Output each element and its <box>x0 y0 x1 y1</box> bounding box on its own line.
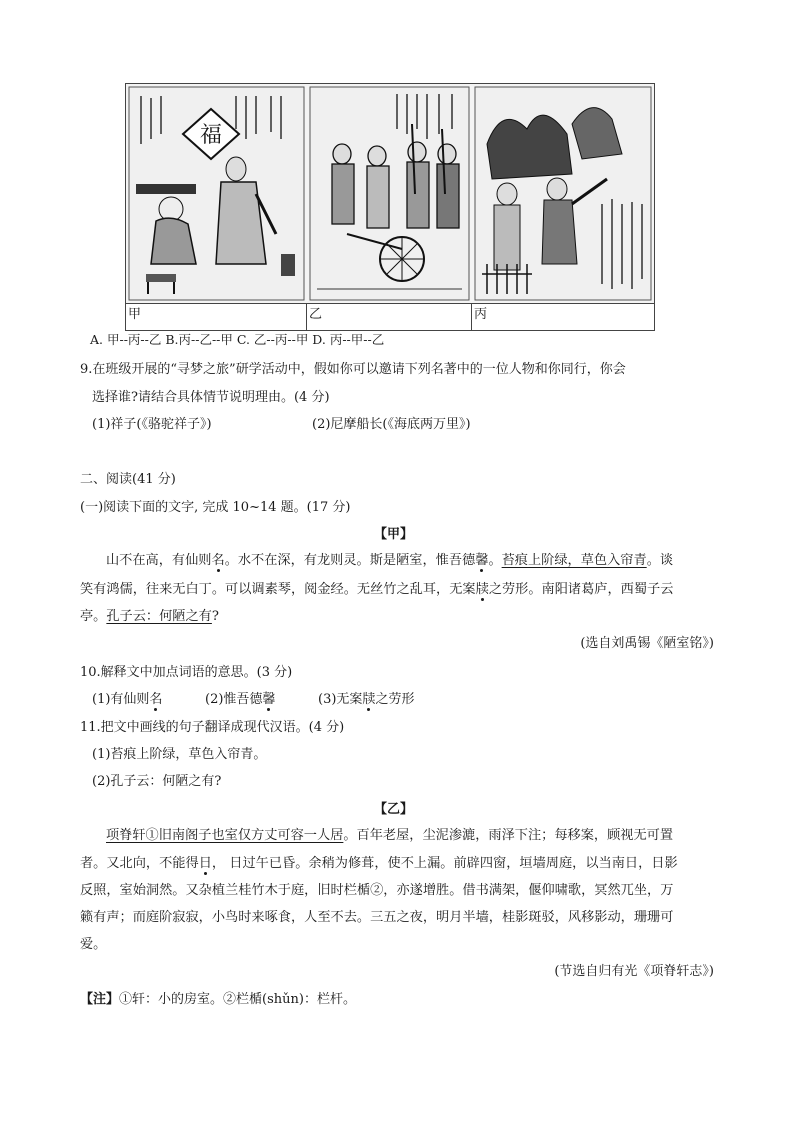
passage-yi-label: 【乙】 <box>374 802 414 817</box>
dotted-word: 牍 <box>475 582 489 597</box>
underlined-sentence: 苔痕上阶绿，草色入帘青 <box>501 553 647 568</box>
passage-jia-label: 【甲】 <box>374 527 414 542</box>
passage-yi-source: (节选自归有光《项脊轩志》) <box>554 964 714 979</box>
text-segment: 者。又北向，不能得 <box>80 856 199 871</box>
dotted-word: 名 <box>211 553 225 568</box>
passage-jia-line3 <box>80 604 716 630</box>
text-segment: 。谈 <box>646 553 674 568</box>
question-10-item2 <box>205 688 275 707</box>
illustration-jia <box>126 84 308 303</box>
question-10-item3 <box>318 688 414 707</box>
passage-jia-line2 <box>80 577 716 603</box>
caption-bing: 丙 <box>474 307 488 322</box>
caption-row <box>126 303 654 331</box>
passage-yi-line3: 反照，室始洞然。又杂植兰桂竹木于庭，旧时栏楯②，亦遂增胜。借书满架，偃仰啸歌，冥然兀坐，万 <box>80 883 674 898</box>
camel-and-pleading-man-illustration <box>472 84 654 303</box>
text-segment: ， 日过午已昏。余稍为修葺，使不上漏。前辟四窗，垣墙周庭，以当南日，日影 <box>211 856 678 871</box>
question-11-item1: (1)苔痕上阶绿，草色入帘青。 <box>92 747 267 762</box>
illustration-bing <box>472 84 654 303</box>
question-9-option1: (1)祥子(《骆驼祥子》) <box>92 417 212 432</box>
question-11-item2: (2)孔子云：何陋之有? <box>92 774 222 789</box>
dotted-word: 日 <box>198 856 212 871</box>
question-9-line2: 选择谁?请结合具体情节说明理由。(4 分) <box>92 390 330 405</box>
passage-jia-line1 <box>80 548 716 574</box>
underlined-sentence: 孔子云：何陋之有 <box>106 609 212 624</box>
text-segment: (2)惟吾德 <box>205 692 263 707</box>
text-segment: ? <box>211 609 219 624</box>
text-segment: 之劳形。南阳诸葛庐，西蜀子云 <box>488 582 674 597</box>
text-segment: 。百年老屋，尘泥渗漉，雨泽下注；每移案，顾视无可置 <box>343 828 674 843</box>
question-10-item1 <box>92 688 162 707</box>
text-segment: 。 <box>488 553 502 568</box>
text-segment: (1)有仙则 <box>92 692 150 707</box>
old-man-with-fu-sign-illustration <box>126 84 307 303</box>
text-segment: 山不在高，有仙则 <box>106 553 212 568</box>
illustration-yi <box>307 84 473 303</box>
question-9-line1: 9.在班级开展的“寻梦之旅”研学活动中，假如你可以邀请下列名著中的一位人物和你同行，你会 <box>80 362 626 377</box>
passage-yi-line4: 籁有声；而庭阶寂寂，小鸟时来啄食，人至不去。三五之夜，明月半墙，桂影斑驳，风移影动，珊珊可 <box>80 910 674 925</box>
dotted-word: 馨 <box>262 692 276 707</box>
illustration-table <box>125 83 655 331</box>
footnote-label: 【注】 <box>80 992 120 1007</box>
fu-character: 福 <box>199 123 223 148</box>
question-11-title: 11.把文中画线的句子翻译成现代汉语。(4 分) <box>80 720 345 735</box>
text-segment: 笑有鸿儒，往来无白丁。可以调素琴，阅金经。无丝竹之乱耳，无案 <box>80 582 476 597</box>
passage-yi-line2 <box>80 851 716 877</box>
passage-yi-line1 <box>80 823 716 849</box>
question-9-option2: (2)尼摩船长(《海底两万里》) <box>312 417 471 432</box>
text-segment: (3)无案 <box>318 692 363 707</box>
passage-yi-line5: 爱。 <box>80 937 107 952</box>
soldiers-and-rickshaw-illustration <box>307 84 472 303</box>
question-10-title: 10.解释文中加点词语的意思。(3 分) <box>80 665 293 680</box>
section-2-title: 二、阅读(41 分) <box>80 472 176 487</box>
footnote-text: ①轩：小的房室。②栏楯(shǔn)：栏杆。 <box>119 992 356 1007</box>
passage-jia-source: (选自刘禹锡《陋室铭》) <box>580 636 714 651</box>
dotted-word: 名 <box>149 692 163 707</box>
answer-options: A. 甲--丙--乙 B.丙--乙--甲 C. 乙--丙--甲 D. 丙--甲--乙 <box>90 332 385 347</box>
caption-jia: 甲 <box>126 304 307 331</box>
section-2-subtitle: (一)阅读下面的文字, 完成 10~14 题。(17 分) <box>80 500 351 515</box>
text-segment: 亭。 <box>80 609 107 624</box>
caption-yi: 乙 <box>307 304 472 331</box>
dotted-word: 牍 <box>362 692 376 707</box>
text-segment: 之劳形 <box>375 692 415 707</box>
footnote <box>80 988 356 1007</box>
dotted-word: 馨 <box>475 553 489 568</box>
underlined-sentence: 项脊轩①旧南阁子也室仅方丈可容一人居 <box>106 828 344 843</box>
text-segment: 。水不在深，有龙则灵。斯是陋室，惟吾德 <box>224 553 476 568</box>
